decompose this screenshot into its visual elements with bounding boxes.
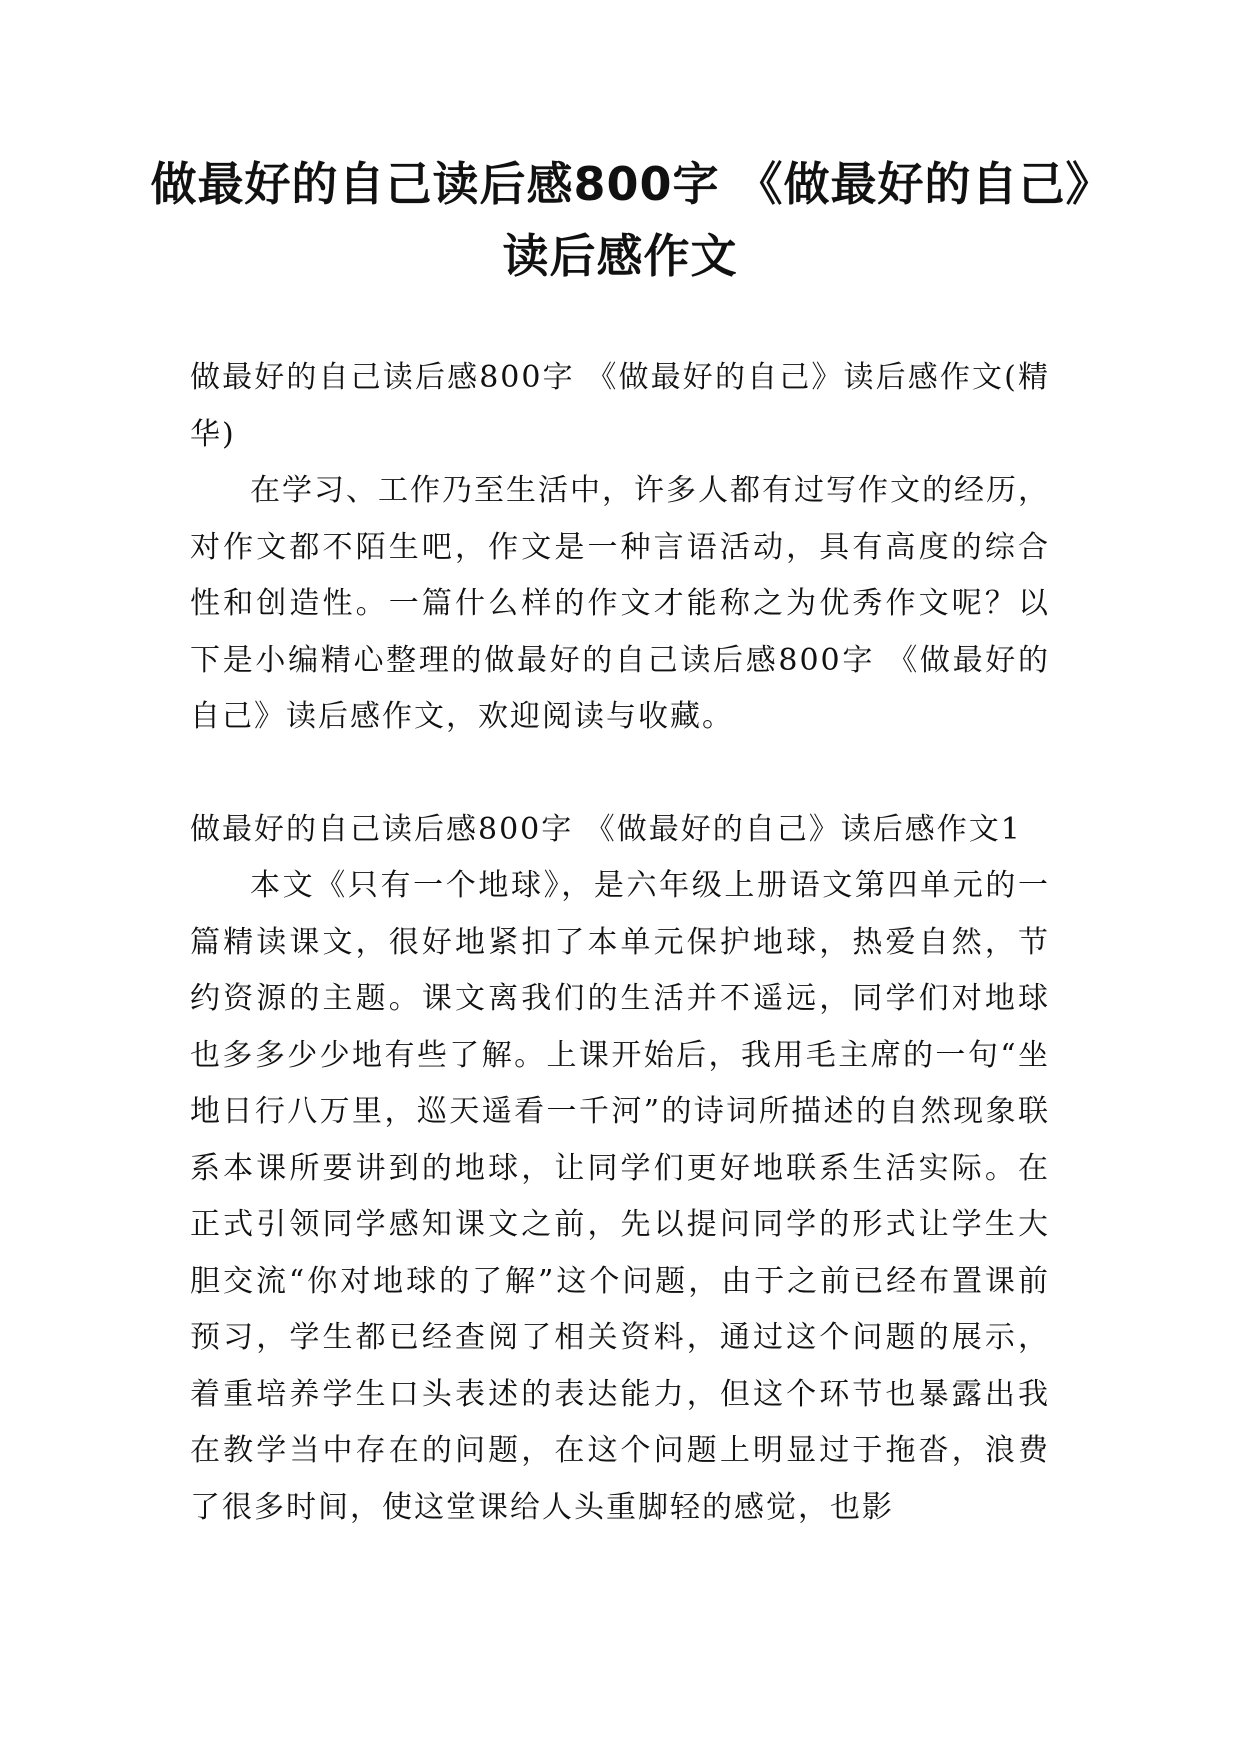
document-title: 做最好的自己读后感800字 《做最好的自己》读后感作文 [150, 157, 1090, 283]
essay-paragraph: 本文《只有一个地球》，是六年级上册语文第四单元的一篇精读课文，很好地紧扣了本单元保护地球，热爱自然，节约资源的主题。课文离我们的生活并不遥远，同学们对地球也多多少少地有些了解。上课开始后，我用毛主席的一句“坐地日行八万里，巡天遥看一千河”的诗词所描述的自然现象联系本课所要讲到的地球，让同学们更好地联系生活实际。在正式引领同学感知课文之前，先以提问同学的形式让学生大胆交流“你对地球的了解”这个问题，由于之前已经布置课前预习，学生都已经查阅了相关资料，通过这个问题的展示，着重培养学生口头表述的表达能力，但这个环节也暴露出我在教学当中存在的问题，在这个问题上明显过于拖沓，浪费了很多时间，使这堂课给人头重脚轻的感觉，也影 [190, 868, 1050, 1525]
section-heading-intro: 做最好的自己读后感800字 《做最好的自己》读后感作文(精华) [190, 360, 1050, 452]
document-body [190, 350, 1050, 1536]
section-heading-essay-1: 做最好的自己读后感800字 《做最好的自己》读后感作文1 [190, 811, 1022, 847]
intro-paragraph: 在学习、工作乃至生活中，许多人都有过写作文的经历，对作文都不陌生吧，作文是一种言语活动，具有高度的综合性和创造性。一篇什么样的作文才能称之为优秀作文呢？以下是小编精心整理的做最好的自己读后感800字 《做最好的自己》读后感作文，欢迎阅读与收藏。 [190, 473, 1050, 734]
